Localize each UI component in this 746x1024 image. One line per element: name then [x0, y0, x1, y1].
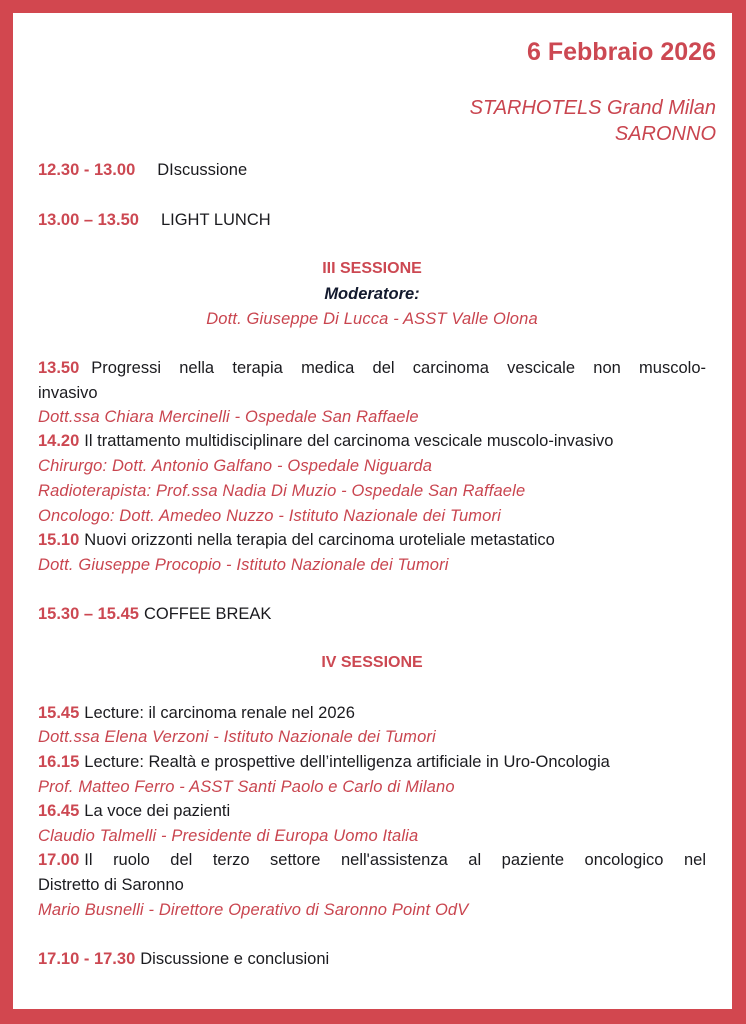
moderator-label-text: Moderatore	[324, 285, 415, 303]
talk-speaker: Dott.ssa Elena Verzoni - Istituto Nazionale dei Tumori	[38, 728, 436, 746]
item-title: DIscussione	[157, 161, 248, 179]
talk-title: Il trattamento multidisciplinare del carcinoma vescicale muscolo-invasivo	[84, 432, 614, 450]
talk-speaker: Chirurgo: Dott. Antonio Galfano - Ospedale Niguarda	[38, 457, 433, 475]
talk-title: Nuovi orizzonti nella terapia del carcinoma uroteliale metastatico	[84, 531, 555, 549]
talk-title: Il ruolo del terzo settore nell'assistenza al paziente oncologico nel	[84, 851, 706, 869]
talk-title: Lecture: Realtà e prospettive dell’intelligenza artificiale in Uro-Oncologia	[84, 753, 610, 771]
talk-1510	[38, 530, 706, 550]
item-title: COFFEE BREAK	[143, 605, 272, 623]
item-time: 12.30 - 13.00	[38, 161, 136, 179]
talk-time: 17.00	[38, 851, 80, 869]
session-4-heading: IV SESSIONE	[321, 654, 423, 671]
item-time: 17.10 - 17.30	[38, 950, 136, 968]
talk-time: 13.50	[38, 359, 80, 377]
moderator-label	[38, 284, 706, 304]
talk-time: 15.10	[38, 531, 80, 549]
moderator-colon: :	[414, 285, 420, 303]
venue-city: SARONNO	[614, 123, 716, 145]
talk-1350-line1	[38, 358, 706, 378]
talk-1700-line2: Distretto di Saronno	[38, 876, 184, 894]
talk-time: 16.15	[38, 753, 80, 771]
talk-speaker: Oncologo: Dott. Amedeo Nuzzo - Istituto Nazionale dei Tumori	[38, 507, 501, 525]
talk-time: 15.45	[38, 704, 80, 722]
item-title: LIGHT LUNCH	[160, 211, 271, 229]
talk-speaker: Prof. Matteo Ferro - ASST Santi Paolo e Carlo di Milano	[38, 778, 455, 796]
talk-1645	[38, 801, 706, 821]
talk-1545	[38, 703, 706, 723]
talk-speaker: Mario Busnelli - Direttore Operativo di Saronno Point OdV	[38, 901, 469, 919]
talk-1420	[38, 431, 706, 451]
talk-speaker: Radioterapista: Prof.ssa Nadia Di Muzio - Ospedale San Raffaele	[38, 482, 526, 500]
item-title: Discussione e conclusioni	[140, 950, 330, 968]
item-time: 15.30 – 15.45	[38, 605, 139, 623]
coffee-break	[38, 604, 706, 624]
talk-speaker: Dott. Giuseppe Procopio - Istituto Nazionale dei Tumori	[38, 556, 449, 574]
schedule-item-lunch	[38, 210, 706, 230]
talk-speaker: Claudio Talmelli - Presidente di Europa Uomo Italia	[38, 827, 419, 845]
talk-1700-line1	[38, 850, 706, 870]
talk-1615	[38, 752, 706, 772]
talk-title: Progressi nella terapia medica del carcinoma vescicale non muscolo-	[91, 359, 706, 377]
talk-speaker: Dott.ssa Chiara Mercinelli - Ospedale San Raffaele	[38, 408, 419, 426]
venue-name: STARHOTELS Grand Milan	[469, 97, 716, 119]
program-page	[13, 13, 732, 1009]
item-time: 13.00 – 13.50	[38, 211, 139, 229]
talk-title: Lecture: il carcinoma renale nel 2026	[84, 704, 355, 722]
session-3-heading: III SESSIONE	[322, 260, 422, 277]
talk-1350-line2: invasivo	[38, 384, 98, 402]
event-date: 6 Febbraio 2026	[527, 38, 716, 66]
talk-title: La voce dei pazienti	[84, 802, 231, 820]
talk-time: 14.20	[38, 432, 80, 450]
talk-time: 16.45	[38, 802, 80, 820]
schedule-item-discussion	[38, 160, 706, 180]
moderator-name: Dott. Giuseppe Di Lucca - ASST Valle Olona	[206, 310, 538, 328]
closing-discussion	[38, 949, 706, 969]
